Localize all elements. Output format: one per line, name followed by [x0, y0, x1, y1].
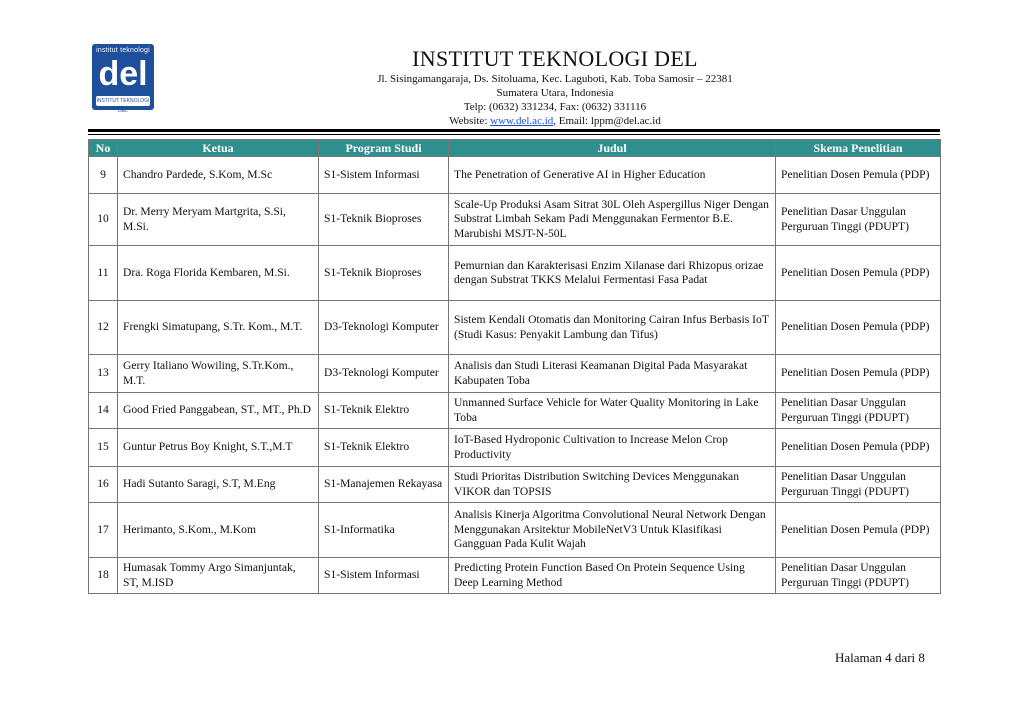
cell-judul: Unmanned Surface Vehicle for Water Quality Monitoring in Lake Toba: [449, 393, 776, 429]
cell-ketua: Guntur Petrus Boy Knight, S.T.,M.T: [118, 429, 319, 467]
col-header-program-studi: Program Studi: [319, 140, 449, 157]
cell-no: 14: [89, 393, 118, 429]
cell-judul: Analisis Kinerja Algoritma Convolutional Neural Network Dengan Menggunakan Arsitektur MobileNetV3 Untuk Klasifikasi Gangguan Pada Kulit Wajah: [449, 503, 776, 558]
email-text: , Email: lppm@del.ac.id: [553, 115, 661, 127]
cell-judul: Pemurnian dan Karakterisasi Enzim Xilanase dari Rhizopus orizae dengan Substrat TKKS Melalui Fermentasi Fasa Padat: [449, 246, 776, 301]
logo-top-text: institut teknologi: [96, 47, 150, 54]
logo-band: [96, 96, 150, 114]
logo-band-text: INSTITUT TEKNOLOGI DEL: [96, 98, 150, 114]
header-rule-thin: [88, 134, 940, 135]
cell-skema: Penelitian Dosen Pemula (PDP): [776, 355, 941, 393]
col-header-judul: Judul: [449, 140, 776, 157]
table-row: [89, 246, 941, 301]
website-link[interactable]: www.del.ac.id: [490, 115, 554, 127]
cell-no: 13: [89, 355, 118, 393]
col-header-no: No: [89, 140, 118, 157]
institution-logo: [92, 44, 154, 114]
address-line-1: Jl. Sisingamangaraja, Ds. Sitoluama, Kec. Laguboti, Kab. Toba Samosir – 22381: [377, 73, 733, 85]
cell-judul: IoT-Based Hydroponic Cultivation to Increase Melon Crop Productivity: [449, 429, 776, 467]
table-row: [89, 157, 941, 194]
cell-skema: Penelitian Dasar Unggulan Perguruan Tinggi (PDUPT): [776, 194, 941, 246]
cell-ketua: Hadi Sutanto Saragi, S.T, M.Eng: [118, 467, 319, 503]
letterhead: [300, 46, 810, 128]
col-header-ketua: Ketua: [118, 140, 319, 157]
institution-title: INSTITUT TEKNOLOGI DEL: [412, 46, 698, 71]
cell-judul: Sistem Kendali Otomatis dan Monitoring Cairan Infus Berbasis IoT (Studi Kasus: Penyakit Lambung dan Tifus): [449, 301, 776, 355]
cell-prodi: S1-Teknik Elektro: [319, 429, 449, 467]
cell-judul: Analisis dan Studi Literasi Keamanan Digital Pada Masyarakat Kabupaten Toba: [449, 355, 776, 393]
cell-no: 11: [89, 246, 118, 301]
cell-prodi: S1-Teknik Bioproses: [319, 246, 449, 301]
cell-ketua: Gerry Italiano Wowiling, S.Tr.Kom., M.T.: [118, 355, 319, 393]
cell-judul: The Penetration of Generative AI in Higher Education: [449, 157, 776, 194]
cell-prodi: S1-Informatika: [319, 503, 449, 558]
cell-no: 18: [89, 558, 118, 594]
cell-skema: Penelitian Dosen Pemula (PDP): [776, 246, 941, 301]
phone-line: Telp: (0632) 331234, Fax: (0632) 331116: [463, 101, 647, 113]
cell-ketua: Dra. Roga Florida Kembaren, M.Si.: [118, 246, 319, 301]
contact-line: [300, 114, 810, 128]
col-header-skema: Skema Penelitian: [776, 140, 941, 157]
cell-judul: Studi Prioritas Distribution Switching Devices Menggunakan VIKOR dan TOPSIS: [449, 467, 776, 503]
address-line-2: Sumatera Utara, Indonesia: [496, 87, 614, 99]
cell-skema: Penelitian Dosen Pemula (PDP): [776, 429, 941, 467]
cell-ketua: Chandro Pardede, S.Kom, M.Sc: [118, 157, 319, 194]
table-row: [89, 429, 941, 467]
cell-no: 9: [89, 157, 118, 194]
cell-no: 16: [89, 467, 118, 503]
header-rule-thick: [88, 129, 940, 132]
website-label: Website:: [449, 115, 491, 127]
cell-skema: Penelitian Dasar Unggulan Perguruan Tinggi (PDUPT): [776, 558, 941, 594]
page-number: Halaman 4 dari 8: [835, 650, 925, 665]
cell-no: 15: [89, 429, 118, 467]
cell-no: 17: [89, 503, 118, 558]
cell-ketua: Humasak Tommy Argo Simanjuntak, ST, M.ISD: [118, 558, 319, 594]
table-row: [89, 393, 941, 429]
cell-skema: Penelitian Dasar Unggulan Perguruan Tinggi (PDUPT): [776, 467, 941, 503]
cell-judul: Predicting Protein Function Based On Protein Sequence Using Deep Learning Method: [449, 558, 776, 594]
cell-ketua: Good Fried Panggabean, ST., MT., Ph.D: [118, 393, 319, 429]
cell-prodi: S1-Teknik Elektro: [319, 393, 449, 429]
cell-prodi: S1-Teknik Bioproses: [319, 194, 449, 246]
cell-ketua: Frengki Simatupang, S.Tr. Kom., M.T.: [118, 301, 319, 355]
cell-skema: Penelitian Dosen Pemula (PDP): [776, 503, 941, 558]
table-row: [89, 194, 941, 246]
cell-judul: Scale-Up Produksi Asam Sitrat 30L Oleh Aspergillus Niger Dengan Substrat Limbah Sekam Padi Menggunakan Fermentor B.E. Marubishi MSJT-N-50L: [449, 194, 776, 246]
table-row: [89, 503, 941, 558]
cell-prodi: S1-Sistem Informasi: [319, 157, 449, 194]
table-row: [89, 467, 941, 503]
cell-prodi: S1-Sistem Informasi: [319, 558, 449, 594]
cell-prodi: D3-Teknologi Komputer: [319, 355, 449, 393]
cell-prodi: S1-Manajemen Rekayasa: [319, 467, 449, 503]
logo-mark: del: [98, 55, 148, 93]
table-row: [89, 558, 941, 594]
cell-no: 10: [89, 194, 118, 246]
cell-skema: Penelitian Dosen Pemula (PDP): [776, 301, 941, 355]
cell-ketua: Herimanto, S.Kom., M.Kom: [118, 503, 319, 558]
cell-skema: Penelitian Dasar Unggulan Perguruan Tinggi (PDUPT): [776, 393, 941, 429]
cell-ketua: Dr. Merry Meryam Martgrita, S.Si, M.Si.: [118, 194, 319, 246]
cell-prodi: D3-Teknologi Komputer: [319, 301, 449, 355]
table-row: [89, 301, 941, 355]
research-table: [88, 139, 941, 594]
table-header-row: [89, 140, 941, 157]
cell-skema: Penelitian Dosen Pemula (PDP): [776, 157, 941, 194]
cell-no: 12: [89, 301, 118, 355]
table-row: [89, 355, 941, 393]
